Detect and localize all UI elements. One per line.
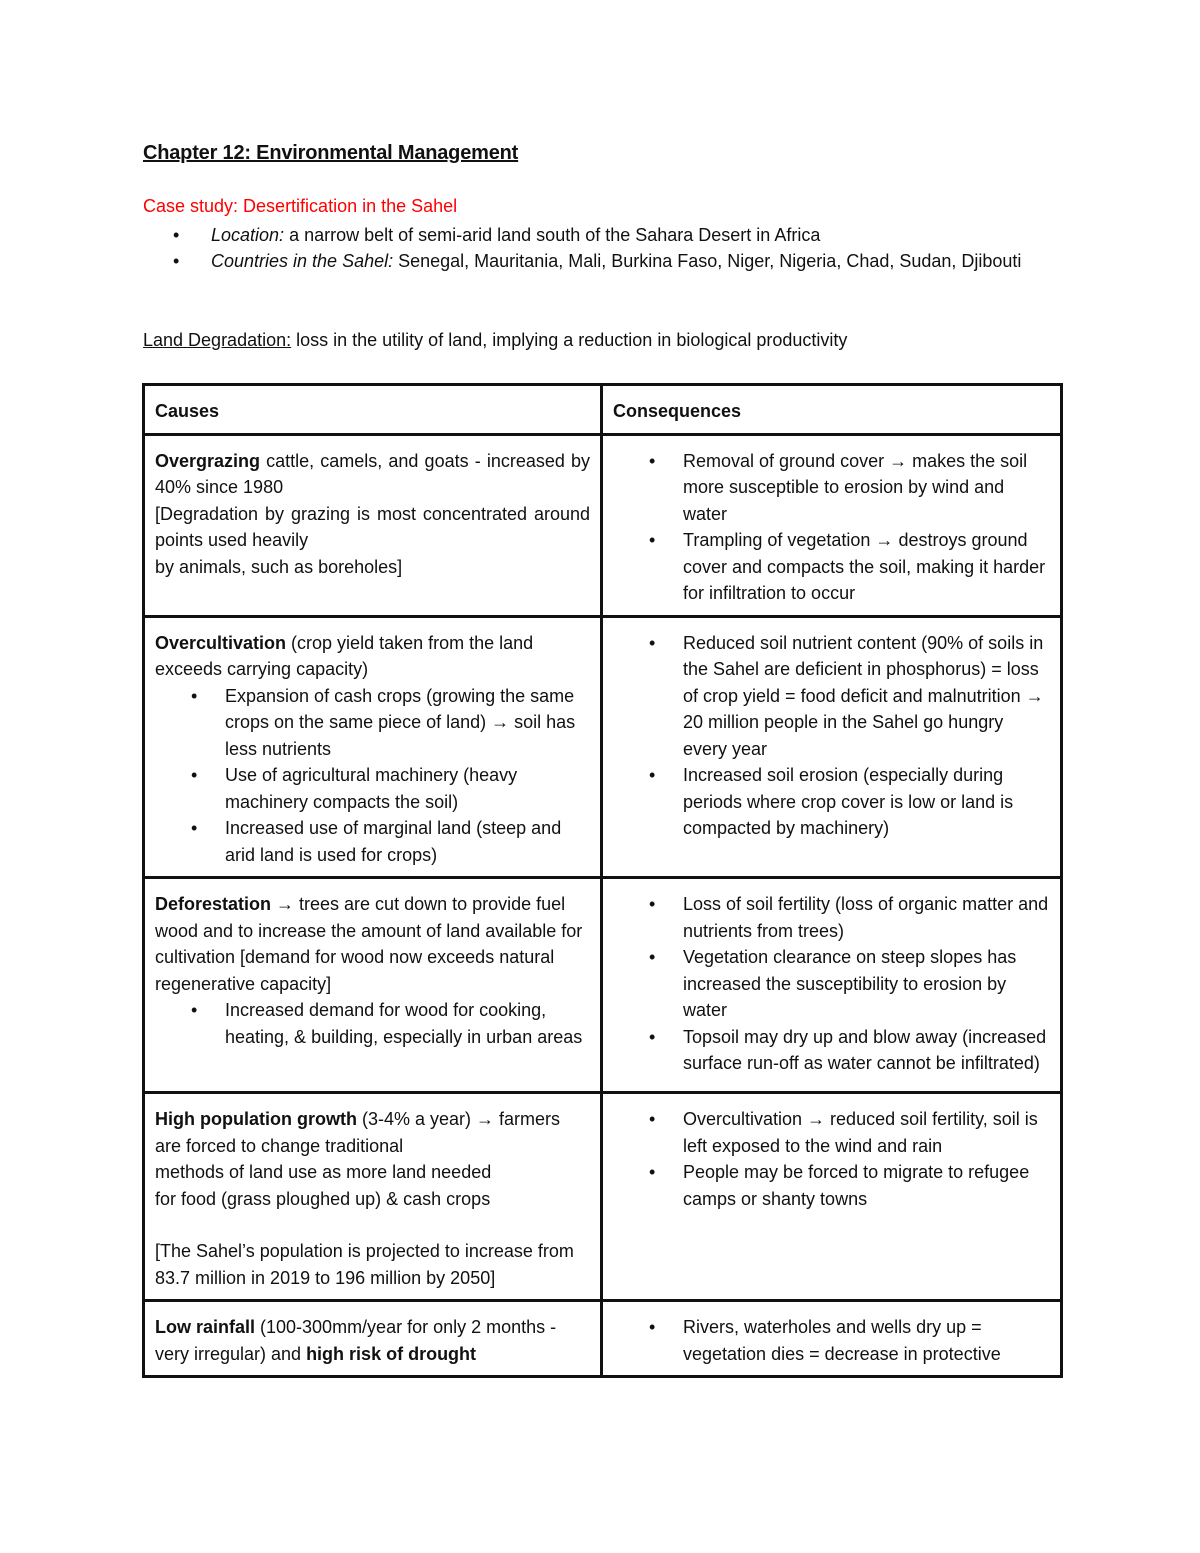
cause-text: (crop yield taken from the land exceeds carrying capacity)	[155, 632, 534, 679]
table-header-row	[144, 385, 1062, 435]
table-row	[144, 1301, 1062, 1377]
cause-cell	[144, 616, 602, 878]
bullet-label: Location:	[211, 225, 285, 245]
cause-heading: Low rainfall	[155, 1317, 256, 1337]
cause-intro	[155, 448, 590, 501]
cause-note: by animals, such as boreholes]	[155, 556, 403, 577]
consequence-item: • Topsoil may dry up and blow away (increased surface run-off as water cannot be infiltrated)	[613, 1024, 1050, 1077]
table-row	[144, 616, 1062, 878]
cause-bullet: • Increased use of marginal land (steep and arid land is used for crops)	[155, 815, 590, 868]
cause-heading: Overcultivation	[155, 632, 287, 653]
consequence-cell	[602, 878, 1062, 1093]
bullet-label: Countries in the Sahel:	[211, 251, 394, 271]
bullet-location	[143, 222, 1060, 248]
land-degradation-definition	[143, 330, 847, 351]
cause-text: → trees are cut down to provide fuel wood and to increase the amount of land available for cultivation [demand for wood now exceeds natural regenerative capacity]	[155, 894, 583, 994]
causes-consequences-table	[142, 383, 1063, 1378]
cause-heading: High population growth	[155, 1109, 357, 1129]
cause-text: (100-300mm/year for only 2 months - very irregular) and	[155, 1317, 557, 1364]
consequence-cell	[602, 434, 1062, 616]
cause-cell	[144, 1093, 602, 1301]
cause-line: for food (grass ploughed up) & cash crops	[155, 1188, 491, 1209]
consequence-item: • People may be forced to migrate to refugee camps or shanty towns	[613, 1159, 1050, 1212]
cause-intro	[155, 891, 590, 997]
consequence-item: • Overcultivation → reduced soil fertility, soil is left exposed to the wind and rain	[613, 1106, 1050, 1159]
consequence-item: • Rivers, waterholes and wells dry up = vegetation dies = decrease in protective	[613, 1314, 1050, 1367]
cause-line: are forced to change traditional	[155, 1135, 404, 1156]
cause-heading: Overgrazing	[155, 450, 261, 471]
consequence-item: • Removal of ground cover → makes the soil more susceptible to erosion by wind and water	[613, 448, 1050, 528]
consequence-cell	[602, 1093, 1062, 1301]
cause-note: [The Sahel’s population is projected to increase from 83.7 million in 2019 to 196 million by 2050]	[155, 1241, 574, 1288]
cause-cell	[144, 434, 602, 616]
cause-bullet: • Use of agricultural machinery (heavy machinery compacts the soil)	[155, 762, 590, 815]
cause-intro	[155, 630, 590, 683]
consequence-item: • Reduced soil nutrient content (90% of soils in the Sahel are deficient in phosphorus) = loss of crop yield = food deficit and malnutrition → 20 million people in the Sahel go hungry every year	[613, 630, 1050, 763]
consequence-cell	[602, 1301, 1062, 1377]
table-row	[144, 878, 1062, 1093]
cause-text: cattle, camels, and goats - increased by 40% since 1980	[155, 450, 590, 497]
cause-intro	[155, 1106, 590, 1133]
page-title: Chapter 12: Environmental Management	[143, 142, 519, 164]
table-row	[144, 434, 1062, 616]
definition-text: loss in the utility of land, implying a reduction in biological productivity	[291, 330, 848, 350]
header-consequences: Consequences	[602, 385, 1062, 435]
table-row	[144, 1093, 1062, 1301]
header-causes: Causes	[144, 385, 602, 435]
cause-text: (3-4% a year) → farmers	[356, 1109, 561, 1129]
cause-bullet: • Expansion of cash crops (growing the same crops on the same piece of land) → soil has less nutrients	[155, 683, 590, 763]
cause-note: [Degradation by grazing is most concentrated around points used heavily	[155, 503, 590, 550]
consequence-item: • Vegetation clearance on steep slopes has increased the susceptibility to erosion by water	[613, 944, 1050, 1024]
case-study-heading: Case study: Desertification in the Sahel	[143, 196, 458, 216]
cause-intro	[155, 1314, 590, 1367]
consequence-item: • Trampling of vegetation → destroys ground cover and compacts the soil, making it harder for infiltration to occur	[613, 527, 1050, 607]
cause-heading-secondary: high risk of drought	[306, 1343, 477, 1364]
bullet-countries	[143, 248, 1060, 274]
cause-line: methods of land use as more land needed	[155, 1162, 492, 1182]
cause-bullet: • Increased demand for wood for cooking, heating, & building, especially in urban areas	[155, 997, 590, 1050]
cause-cell	[144, 878, 602, 1093]
bullet-text: a narrow belt of semi-arid land south of the Sahara Desert in Africa	[284, 225, 821, 245]
cause-heading: Deforestation	[155, 894, 272, 914]
consequence-cell	[602, 616, 1062, 878]
bullet-text: Senegal, Mauritania, Mali, Burkina Faso, Niger, Nigeria, Chad, Sudan, Djibouti	[393, 251, 1022, 271]
definition-term: Land Degradation:	[143, 330, 292, 350]
consequence-item: • Increased soil erosion (especially during periods where crop cover is low or land is compacted by machinery)	[613, 762, 1050, 842]
case-study-bullets	[143, 222, 1060, 274]
cause-cell	[144, 1301, 602, 1377]
spacer	[155, 1212, 590, 1238]
consequence-item: • Loss of soil fertility (loss of organic matter and nutrients from trees)	[613, 891, 1050, 944]
